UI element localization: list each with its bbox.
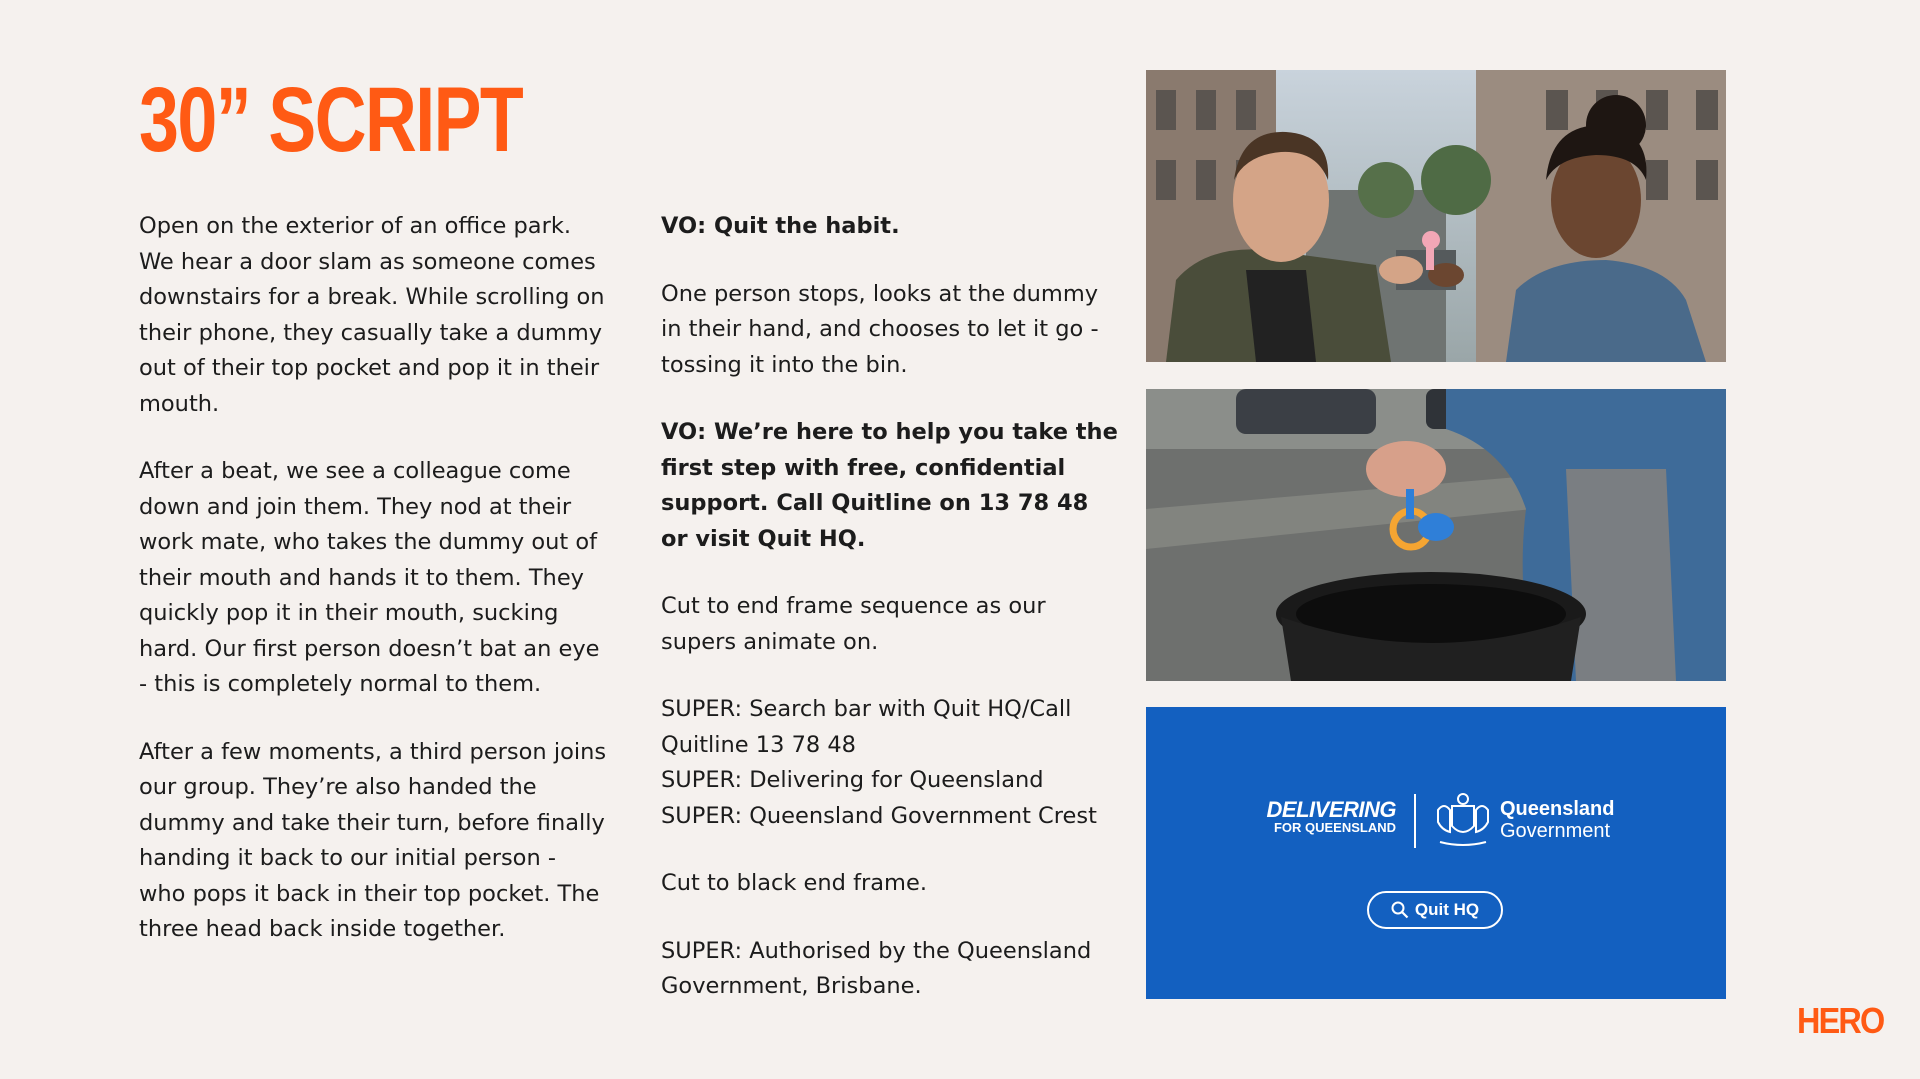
search-label: Quit HQ xyxy=(1414,900,1480,919)
script-column-right xyxy=(661,209,1121,1037)
delivering-text: DELIVERING xyxy=(1266,797,1396,822)
for-queensland-text: FOR QUEENSLAND xyxy=(1273,820,1396,835)
qg-line1: Queensland xyxy=(1500,798,1615,820)
super-line: SUPER: Authorised by the Queensland Government, Brisbane. xyxy=(661,937,1092,999)
voiceover-line: VO: Quit the habit. xyxy=(661,213,900,239)
storyboard-end-frame xyxy=(1146,707,1726,999)
hero-logo: HERO xyxy=(1797,1000,1884,1041)
super-line: SUPER: Queensland Government Crest xyxy=(661,802,1097,829)
super-line: SUPER: Delivering for Queensland xyxy=(661,767,1044,793)
voiceover-line: VO: We’re here to help you take the first step with free, confidential support. Call Quitline on 13 78 48 or visit Quit HQ. xyxy=(661,419,1118,552)
script-paragraph: Open on the exterior of an office park. We hear a door slam as someone comes downstairs for a break. While scrolling on their phone, they casually take a dummy out of their top pocket and pop it in their mouth. xyxy=(139,213,605,417)
script-paragraph: After a beat, we see a colleague come down and join them. They nod at their work mate, who takes the dummy out of their mouth and hands it to them. They quickly pop it in their mouth, sucking hard. Our first person doesn’t bat an eye - this is completely normal to them. xyxy=(139,458,600,697)
storyboard-frame-2 xyxy=(1146,389,1726,681)
supers-block xyxy=(661,692,1121,834)
qld-gov-lockup xyxy=(1256,792,1616,852)
storyboard-frame-1 xyxy=(1146,70,1726,362)
search-icon xyxy=(1391,901,1409,919)
script-column-left xyxy=(139,209,609,980)
queensland-government-wordmark xyxy=(1500,798,1614,842)
bin-scene-image xyxy=(1146,389,1726,681)
logo-divider xyxy=(1414,794,1416,848)
street-scene-image xyxy=(1146,70,1726,362)
queensland-crest-icon xyxy=(1432,792,1494,850)
page-title: 30” SCRIPT xyxy=(139,69,523,171)
qg-line2: Government xyxy=(1500,820,1611,842)
script-paragraph: Cut to black end frame. xyxy=(661,870,927,896)
super-line: SUPER: Search bar with Quit HQ/Call Quitline 13 78 48 xyxy=(661,696,1072,758)
delivering-for-queensland-logo xyxy=(1256,797,1396,836)
script-paragraph: Cut to end frame sequence as our supers animate on. xyxy=(661,593,1046,655)
script-paragraph: After a few moments, a third person joins our group. They’re also handed the dummy and take their turn, before finally handing it back to our initial person - who pops it back in their top pocket. The three head back inside together. xyxy=(139,738,607,942)
quit-hq-search-bar[interactable] xyxy=(1367,891,1503,929)
script-paragraph: One person stops, looks at the dummy in their hand, and chooses to let it go - tossing it into the bin. xyxy=(661,280,1099,378)
